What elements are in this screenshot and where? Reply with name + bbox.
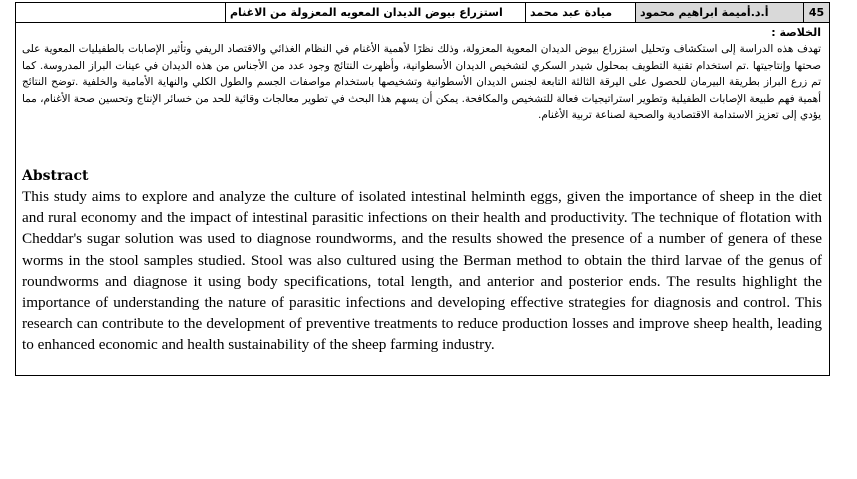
arabic-abstract [22, 25, 821, 124]
header-row [16, 3, 829, 23]
paper-title: استزراع بيوض الديدان المعويه المعزولة من الاغنام [225, 3, 525, 22]
arabic-body: تهدف هذه الدراسة إلى استكشاف وتحليل استزراع بيوض الديدان المعوية المعزولة، وذلك نظرًا لأهمية الأغنام في النظام الغذائي والاقتصاد الريفي وتأثير الإصابات بالطفيليات المعوية على صحتها وإنتاجيتها .تم استخدام تقنية التطويف بمحلول شيدر السكري لتشخيص الديدان الأسطوانية، وأظهرت النتائج وجود عدد من الأجناس من هذه الديدان في عينات البراز المدروسة. كما تم زرع البراز بطريقة البيرمان للحصول على اليرقة الثالثة التابعة لجنس الديدان الأسطوانية وتشخيصها باستخدام مواصفات الجسم والطول الكلي والنهاية الأمامية والخلفية .توضح النتائج أهمية فهم طبيعة الإصابات الطفيلية وتطوير استراتيجيات فعالة للتشخيص والمكافحة. يمكن أن يسهم هذا البحث في تطوير معالجات وقائية للحد من خسائر الإنتاج وتحسين صحة الأغنام، مما يؤدي إلى تعزيز الاستدامة الاقتصادية والصحية لصناعة تربية الأغنام. [22, 43, 821, 122]
entry-number: 45 [803, 3, 829, 22]
english-heading: Abstract [22, 168, 89, 184]
author-secondary: ميادة عبد محمد [525, 3, 635, 22]
arabic-heading: الخلاصة : [771, 26, 821, 39]
abstract-table [15, 2, 830, 376]
author-primary: أ.د.أميمة ابراهيم محمود [635, 3, 803, 22]
english-body: This study aims to explore and analyze the culture of isolated intestinal helminth eggs, given the importance of sheep in the diet and rural economy and the impact of intestinal parasitic infections on their health and productivity. The technique of flotation with Cheddar's sugar solution was used to diagnose roundworms, and the results showed the presence of a number of genera of these worms in the stool samples studied. Stool was also cultured using the Berman method to obtain the third larvae of the genus of roundworms and diagnose it using body specifications, total length, and anterior and posterior ends. The results highlight the importance of understanding the nature of parasitic infections and developing effective strategies for diagnosis and control. This research can contribute to the development of preventive treatments to reduce production losses and improve sheep health, leading to enhanced economic and health sustainability of the sheep farming industry. [22, 188, 822, 354]
header-empty-cell [16, 3, 225, 22]
